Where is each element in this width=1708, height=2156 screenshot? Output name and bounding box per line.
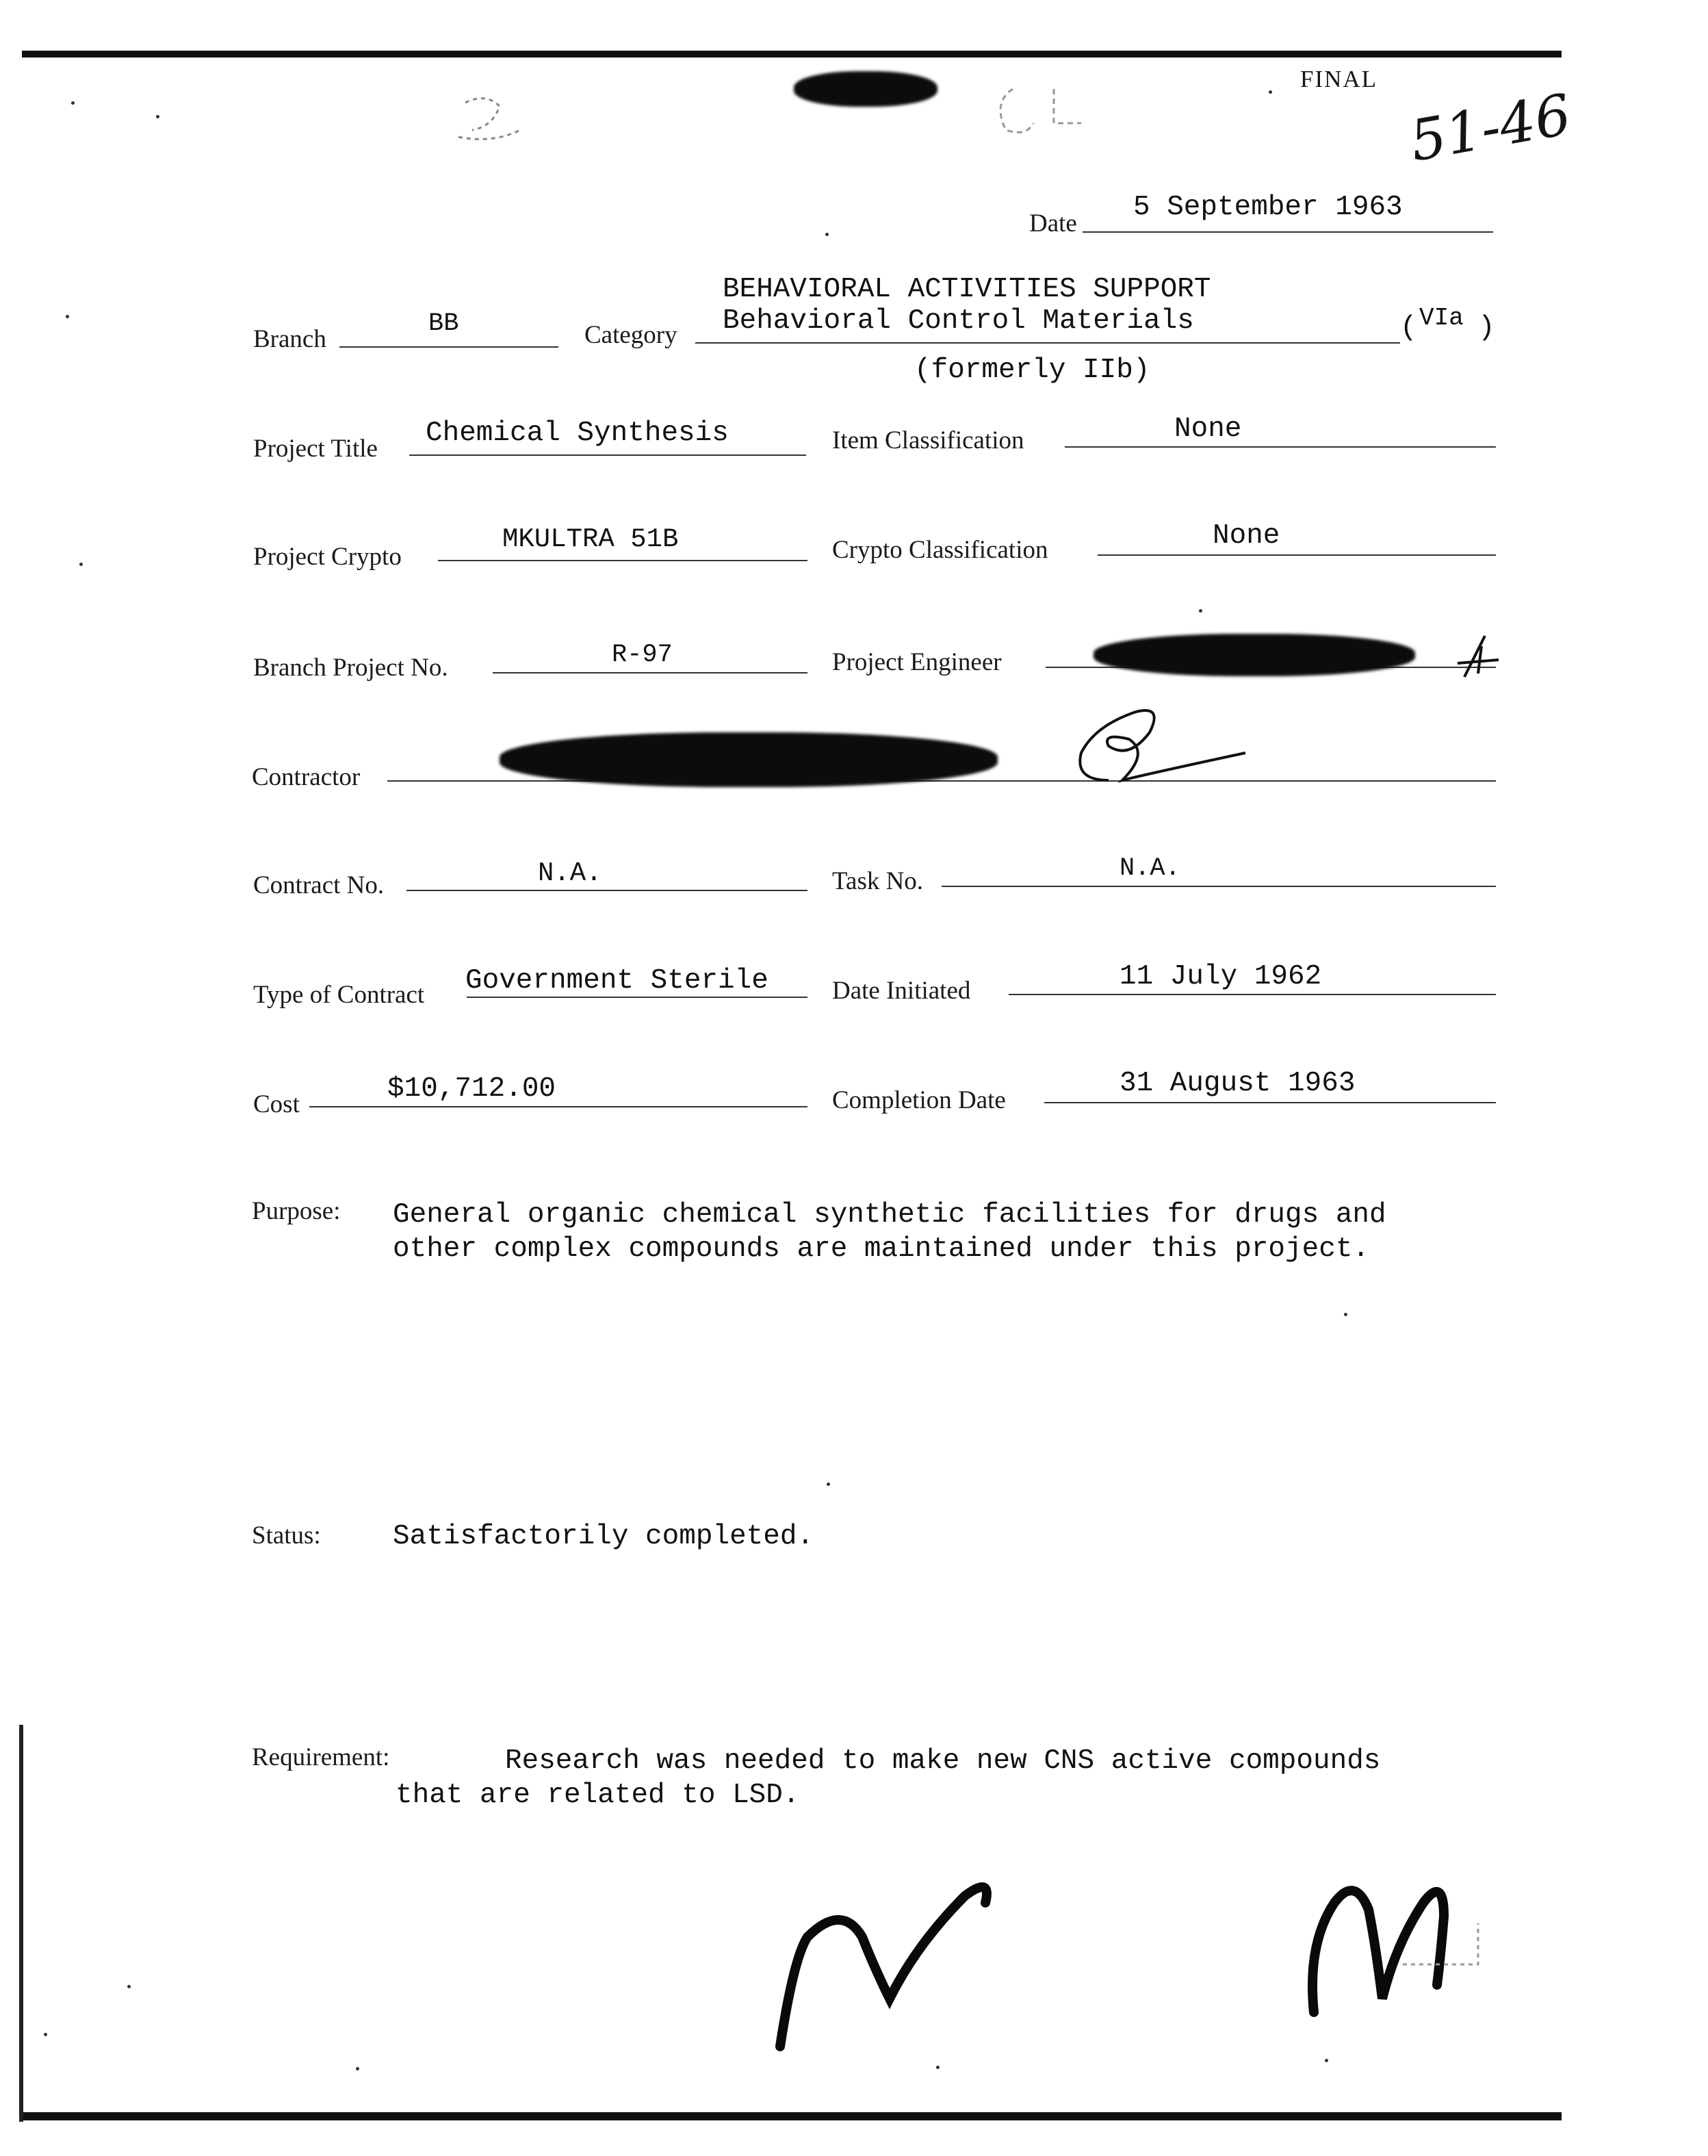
project-engineer-label: Project Engineer bbox=[832, 648, 1002, 676]
category-label: Category bbox=[584, 321, 677, 349]
task-no-value: N.A. bbox=[1120, 854, 1180, 883]
category-paren-open: ( bbox=[1400, 312, 1417, 344]
project-crypto-rule bbox=[438, 560, 807, 561]
scan-speck bbox=[1344, 1313, 1347, 1316]
project-engineer-handwritten-mark bbox=[1458, 632, 1505, 680]
scan-speck bbox=[1199, 609, 1202, 613]
item-classification-value: None bbox=[1174, 413, 1242, 445]
crypto-classification-rule bbox=[1098, 554, 1496, 556]
scan-speck bbox=[44, 2033, 47, 2036]
project-crypto-value: MKULTRA 51B bbox=[502, 524, 679, 554]
faint-mark-top-left bbox=[452, 89, 547, 157]
scan-speck bbox=[156, 115, 159, 118]
branch-project-no-value: R-97 bbox=[612, 641, 673, 669]
scan-speck bbox=[1325, 2059, 1328, 2062]
final-stamp: FINAL bbox=[1300, 66, 1378, 92]
faint-mark-top-center bbox=[985, 75, 1122, 144]
task-no-rule bbox=[942, 886, 1496, 887]
redaction-top bbox=[794, 71, 937, 107]
category-line-3: (formerly IIb) bbox=[914, 355, 1150, 386]
cost-label: Cost bbox=[253, 1090, 300, 1118]
date-rule bbox=[1083, 231, 1493, 233]
category-line-2: Behavioral Control Materials bbox=[723, 305, 1194, 337]
date-initiated-rule bbox=[1009, 994, 1496, 995]
scan-border-top bbox=[22, 51, 1562, 57]
date-initiated-value: 11 July 1962 bbox=[1120, 961, 1322, 992]
handwritten-initial-left bbox=[766, 1875, 1013, 2053]
scan-speck bbox=[356, 2067, 359, 2070]
contract-no-label: Contract No. bbox=[253, 871, 385, 899]
status-label: Status: bbox=[252, 1522, 321, 1550]
cost-value: $10,712.00 bbox=[387, 1073, 556, 1105]
crypto-classification-value: None bbox=[1213, 520, 1280, 552]
handwritten-file-number: 51-46 bbox=[1405, 82, 1576, 175]
scan-speck bbox=[127, 1985, 131, 1988]
cost-rule bbox=[309, 1106, 807, 1107]
type-of-contract-rule bbox=[467, 997, 807, 998]
crypto-classification-label: Crypto Classification bbox=[832, 536, 1048, 564]
branch-project-no-label: Branch Project No. bbox=[253, 654, 448, 682]
project-title-value: Chemical Synthesis bbox=[426, 418, 729, 449]
requirement-line-1: Research was needed to make new CNS active compounds bbox=[505, 1745, 1381, 1777]
scan-speck bbox=[1269, 90, 1272, 94]
contractor-redaction bbox=[500, 732, 998, 787]
type-of-contract-label: Type of Contract bbox=[253, 981, 425, 1009]
scan-speck bbox=[79, 563, 83, 566]
branch-label: Branch bbox=[253, 325, 326, 353]
purpose-line-2: other complex compounds are maintained under this project. bbox=[393, 1233, 1370, 1265]
completion-date-rule bbox=[1044, 1102, 1496, 1103]
scan-speck bbox=[71, 101, 75, 105]
branch-project-no-rule bbox=[493, 672, 807, 673]
requirement-label: Requirement: bbox=[252, 1743, 390, 1771]
item-classification-label: Item Classification bbox=[832, 426, 1024, 454]
item-classification-rule bbox=[1065, 446, 1496, 448]
scan-border-left bbox=[19, 1725, 23, 2122]
purpose-label: Purpose: bbox=[252, 1197, 341, 1225]
contractor-label: Contractor bbox=[252, 763, 361, 791]
contract-no-value: N.A. bbox=[538, 858, 602, 888]
completion-date-value: 31 August 1963 bbox=[1120, 1068, 1356, 1099]
date-value: 5 September 1963 bbox=[1133, 192, 1403, 223]
scan-speck bbox=[825, 233, 829, 236]
scan-speck bbox=[66, 315, 69, 318]
date-label: Date bbox=[1029, 209, 1077, 238]
project-crypto-label: Project Crypto bbox=[253, 543, 402, 571]
project-engineer-redaction bbox=[1094, 634, 1415, 676]
branch-value: BB bbox=[428, 309, 459, 338]
category-code: VIa bbox=[1419, 304, 1464, 332]
task-no-label: Task No. bbox=[832, 867, 924, 895]
scan-border-bottom bbox=[22, 2112, 1562, 2120]
contractor-handwritten-mark bbox=[1068, 705, 1259, 794]
type-of-contract-value: Government Sterile bbox=[465, 965, 768, 997]
handwritten-initial-right bbox=[1293, 1862, 1499, 2026]
category-paren-close: ) bbox=[1478, 312, 1495, 344]
category-line-1: BEHAVIORAL ACTIVITIES SUPPORT bbox=[723, 274, 1211, 305]
requirement-line-2: that are related to LSD. bbox=[396, 1780, 800, 1811]
category-rule bbox=[695, 342, 1400, 344]
project-title-rule bbox=[409, 454, 806, 456]
completion-date-label: Completion Date bbox=[832, 1086, 1006, 1114]
contract-no-rule bbox=[406, 890, 807, 891]
scan-speck bbox=[827, 1483, 830, 1486]
project-title-label: Project Title bbox=[253, 435, 378, 463]
date-initiated-label: Date Initiated bbox=[832, 977, 971, 1005]
status-text: Satisfactorily completed. bbox=[393, 1521, 814, 1552]
purpose-line-1: General organic chemical synthetic facilities for drugs and bbox=[393, 1199, 1386, 1231]
branch-rule bbox=[339, 346, 558, 348]
contractor-rule bbox=[387, 780, 1496, 782]
scan-speck bbox=[936, 2066, 940, 2069]
